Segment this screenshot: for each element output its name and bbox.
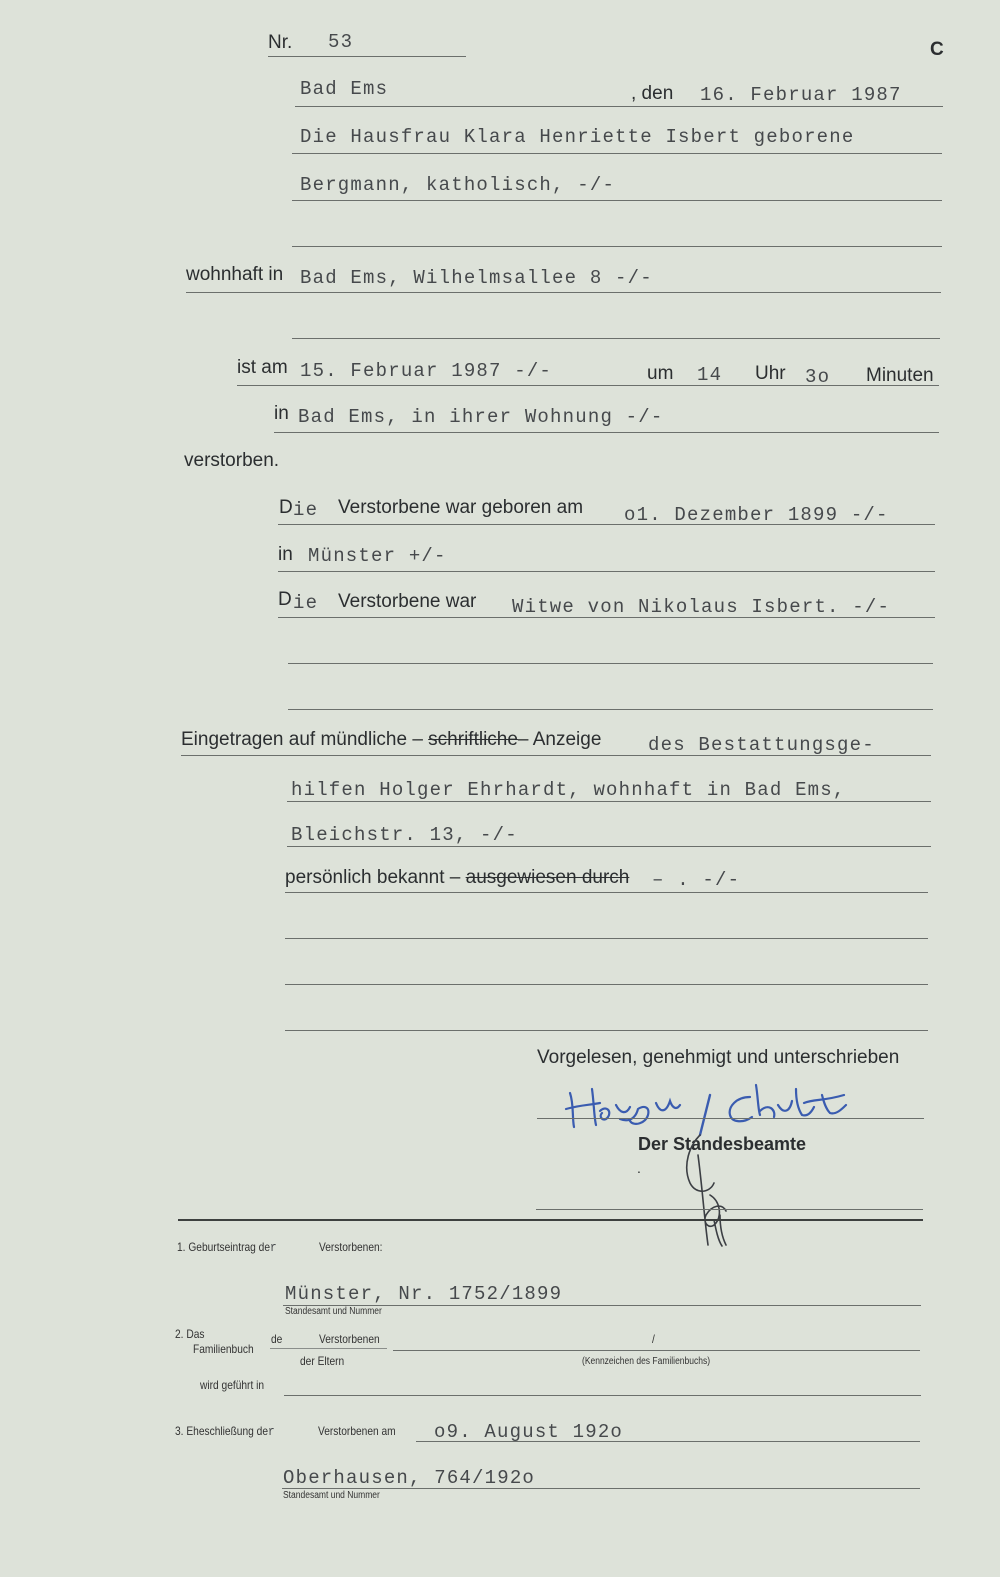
blank-line-4 [288, 709, 933, 710]
item3-place-underline [282, 1488, 920, 1489]
known-prefix: persönlich bekannt – [285, 867, 461, 888]
item3-label [175, 1424, 275, 1439]
item2-slash: / [652, 1332, 655, 1346]
known-struck: ausgewiesen durch [465, 867, 630, 888]
minuten-label: Minuten [866, 365, 934, 386]
known-label [285, 867, 629, 889]
date-underline [295, 106, 943, 107]
registration-suffix: – Anzeige [517, 729, 602, 750]
blank-line-5 [285, 938, 928, 939]
nr-label: Nr. [268, 32, 293, 53]
nr-value: 53 [328, 31, 354, 53]
item2-wird: wird geführt in [200, 1378, 265, 1392]
death-in-label: in [274, 403, 289, 424]
known-underline [285, 892, 928, 893]
blank-line-2 [292, 338, 940, 339]
death-minutes: 3o [805, 366, 831, 388]
wohnhaft-value: Bad Ems, Wilhelmsallee 8 -/- [300, 267, 653, 289]
ist-am-label: ist am [237, 357, 288, 378]
blank-line-6 [285, 984, 928, 985]
death-hour: 14 [697, 364, 723, 386]
birth-label: Verstorbene war geboren am [338, 497, 584, 518]
blank-line-7 [285, 1030, 928, 1031]
item3-place: Oberhausen, 764/192o [283, 1467, 536, 1489]
registration-underline [181, 755, 931, 756]
birth-underline [278, 524, 935, 525]
read-approved-label: Vorgelesen, genehmigt und unterschrieben [537, 1047, 900, 1068]
known-suffix: – . -/- [652, 869, 741, 891]
person-line-1: Die Hausfrau Klara Henriette Isbert geborene [300, 126, 855, 148]
officer-line [536, 1209, 923, 1210]
item1-suffix: r [269, 1240, 277, 1255]
person-underline-1 [292, 153, 942, 154]
item2-choice-line [270, 1348, 387, 1349]
person-line-2: Bergmann, katholisch, -/- [300, 174, 616, 196]
item1-tail: Verstorbenen: [319, 1240, 383, 1254]
signature-dot: . [637, 1160, 641, 1176]
registration-struck: schriftliche [428, 729, 518, 750]
den-label: , den [631, 83, 674, 104]
signature-line [537, 1118, 924, 1119]
item2-underline [393, 1350, 920, 1351]
birth-in-label: in [278, 544, 293, 565]
birth-place-underline [278, 571, 935, 572]
item1-label-text: 1. Geburtseintrag de [177, 1240, 270, 1254]
item2-de: de [271, 1332, 283, 1346]
item3-standesamt-label: Standesamt und Nummer [283, 1490, 380, 1501]
item2-number: 2. Das [175, 1327, 205, 1341]
item2-eltern: der Eltern [300, 1354, 345, 1368]
birth-date: o1. Dezember 1899 -/- [624, 504, 889, 526]
item1-standesamt-label: Standesamt und Nummer [285, 1306, 382, 1317]
informant-line-3: Bleichstr. 13, -/- [291, 824, 518, 846]
verstorben-label: verstorben. [184, 450, 280, 471]
item1-label [177, 1240, 277, 1255]
blank-line-1 [292, 246, 942, 247]
birth-d-prefix: D [279, 497, 293, 518]
wohnhaft-label: wohnhaft in [186, 264, 284, 285]
wohnhaft-underline [186, 292, 941, 293]
entry-date: 16. Februar 1987 [700, 84, 902, 106]
item3-date: o9. August 192o [434, 1421, 624, 1443]
informant-line-2: hilfen Holger Ehrhardt, wohnhaft in Bad Ems, [291, 779, 846, 801]
death-underline [237, 385, 939, 386]
item3-suffix: r [267, 1424, 275, 1439]
status-ie: ie [293, 592, 319, 614]
death-place-underline [274, 432, 939, 433]
status-value: Witwe von Nikolaus Isbert. -/- [512, 596, 891, 618]
informant-underline-2 [287, 801, 931, 802]
item3-tail: Verstorbenen am [318, 1424, 396, 1438]
status-d-prefix: D [278, 589, 292, 610]
birth-ie: ie [293, 499, 319, 521]
status-underline [278, 617, 935, 618]
item3-date-underline [416, 1441, 920, 1442]
item2-wird-underline [284, 1395, 921, 1396]
registration-prefix: Eingetragen auf mündliche – [181, 729, 423, 750]
registration-label [181, 729, 601, 751]
death-date: 15. Februar 1987 -/- [300, 360, 553, 382]
section-divider [178, 1219, 923, 1221]
blank-line-3 [288, 663, 933, 664]
informant-line-1: des Bestattungsge- [648, 734, 875, 756]
place-value: Bad Ems [300, 78, 389, 100]
corner-letter: C [930, 39, 944, 60]
officer-label: Der Standesbeamte [638, 1134, 807, 1154]
item3-label-text: 3. Eheschließung de [175, 1424, 268, 1438]
nr-underline [268, 56, 466, 57]
item2-kennzeichen: (Kennzeichen des Familienbuchs) [582, 1356, 711, 1367]
death-place: Bad Ems, in ihrer Wohnung -/- [298, 406, 664, 428]
birth-place: Münster +/- [308, 545, 447, 567]
um-label: um [647, 363, 674, 384]
person-underline-2 [292, 200, 942, 201]
status-label: Verstorbene war [338, 591, 477, 612]
uhr-label: Uhr [755, 363, 786, 384]
item2-familienbuch: Familienbuch [193, 1342, 254, 1356]
officer-signature [670, 1125, 750, 1250]
informant-underline-3 [287, 846, 931, 847]
item2-verstorbenen: Verstorbenen [319, 1332, 380, 1346]
item1-value: Münster, Nr. 1752/1899 [285, 1283, 563, 1305]
